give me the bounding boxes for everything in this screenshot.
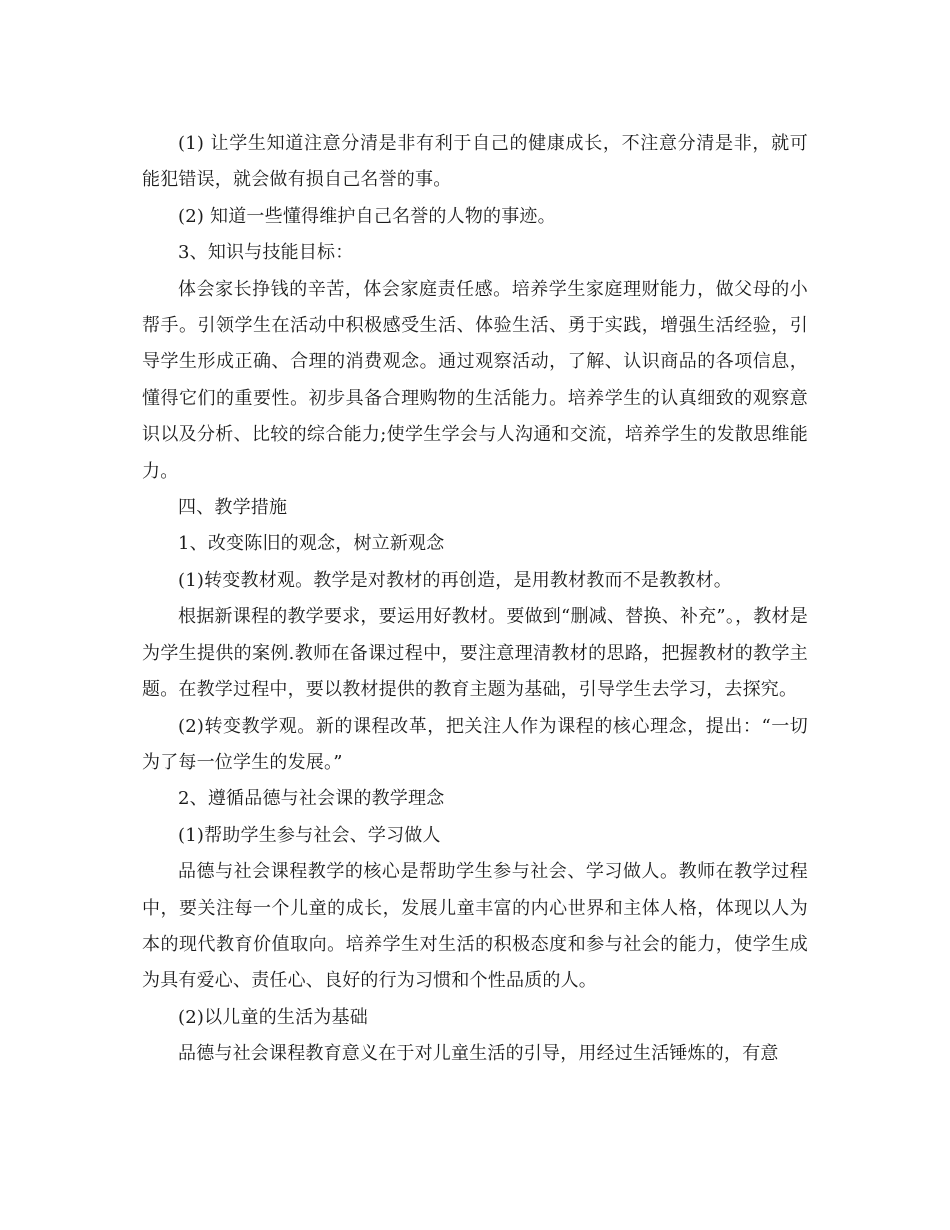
paragraph-4: 体会家长挣钱的辛苦，体会家庭责任感。培养学生家庭理财能力，做父母的小帮手。引领学生在活动中积极感受生活、体验生活、勇于实践，增强生活经验，引导学生形成正确、合理的消费观念。通过观察活动，了解、认识商品的各项信息，懂得它们的重要性。初步具备合理购物的生活能力。培养学生的认真细致的观察意识以及分析、比较的综合能力;使学生学会与人沟通和交流，培养学生的发散思维能力。 (142, 278, 808, 482)
paragraph-1: (1) 让学生知道注意分清是非有利于自己的健康成长，不注意分清是非，就可能犯错误，就会做有损自己名誉的事。 (142, 133, 808, 191)
paragraph-11: (1)帮助学生参与社会、学习做人 (178, 824, 441, 846)
paragraph-9: (2)转变教学观。新的课程改革，把关注人作为课程的核心理念，提出：“一切为了每一位学生的发展。” (142, 715, 808, 773)
subheading-change-concepts: 1、改变陈旧的观念，树立新观念 (178, 533, 445, 555)
paragraph-12: 品德与社会课程教学的核心是帮助学生参与社会、学习做人。教师在教学过程中，要关注每一个儿童的成长，发展儿童丰富的内心世界和主体人格，体现以人为本的现代教育价值取向。培养学生对生活的积极态度和参与社会的能力，使学生成为具有爱心、责任心、良好的行为习惯和个性品质的人。 (142, 861, 808, 992)
document-body (142, 126, 808, 1073)
paragraph-2: (2) 知道一些懂得维护自己名誉的人物的事迹。 (178, 205, 556, 227)
paragraph-7: (1)转变教材观。教学是对教材的再创造，是用教材教而不是教教材。 (178, 569, 732, 591)
paragraph-13: (2)以儿童的生活为基础 (178, 1006, 368, 1028)
section-heading-knowledge-skill-goals: 3、知识与技能目标： (178, 242, 354, 264)
subheading-follow-teaching-philosophy: 2、遵循品德与社会课的教学理念 (178, 788, 445, 810)
paragraph-8: 根据新课程的教学要求，要运用好教材。要做到“删减、替换、补充”。，教材是为学生提供的案例.教师在备课过程中，要注意理清教材的思路，把握教材的教学主题。在教学过程中，要以教材提供的教育主题为基础，引导学生去学习，去探究。 (142, 606, 808, 701)
paragraph-14: 品德与社会课程教育意义在于对儿童生活的引导，用经过生活锤炼的，有意 (178, 1043, 779, 1065)
section-heading-teaching-measures: 四、教学措施 (178, 497, 288, 519)
